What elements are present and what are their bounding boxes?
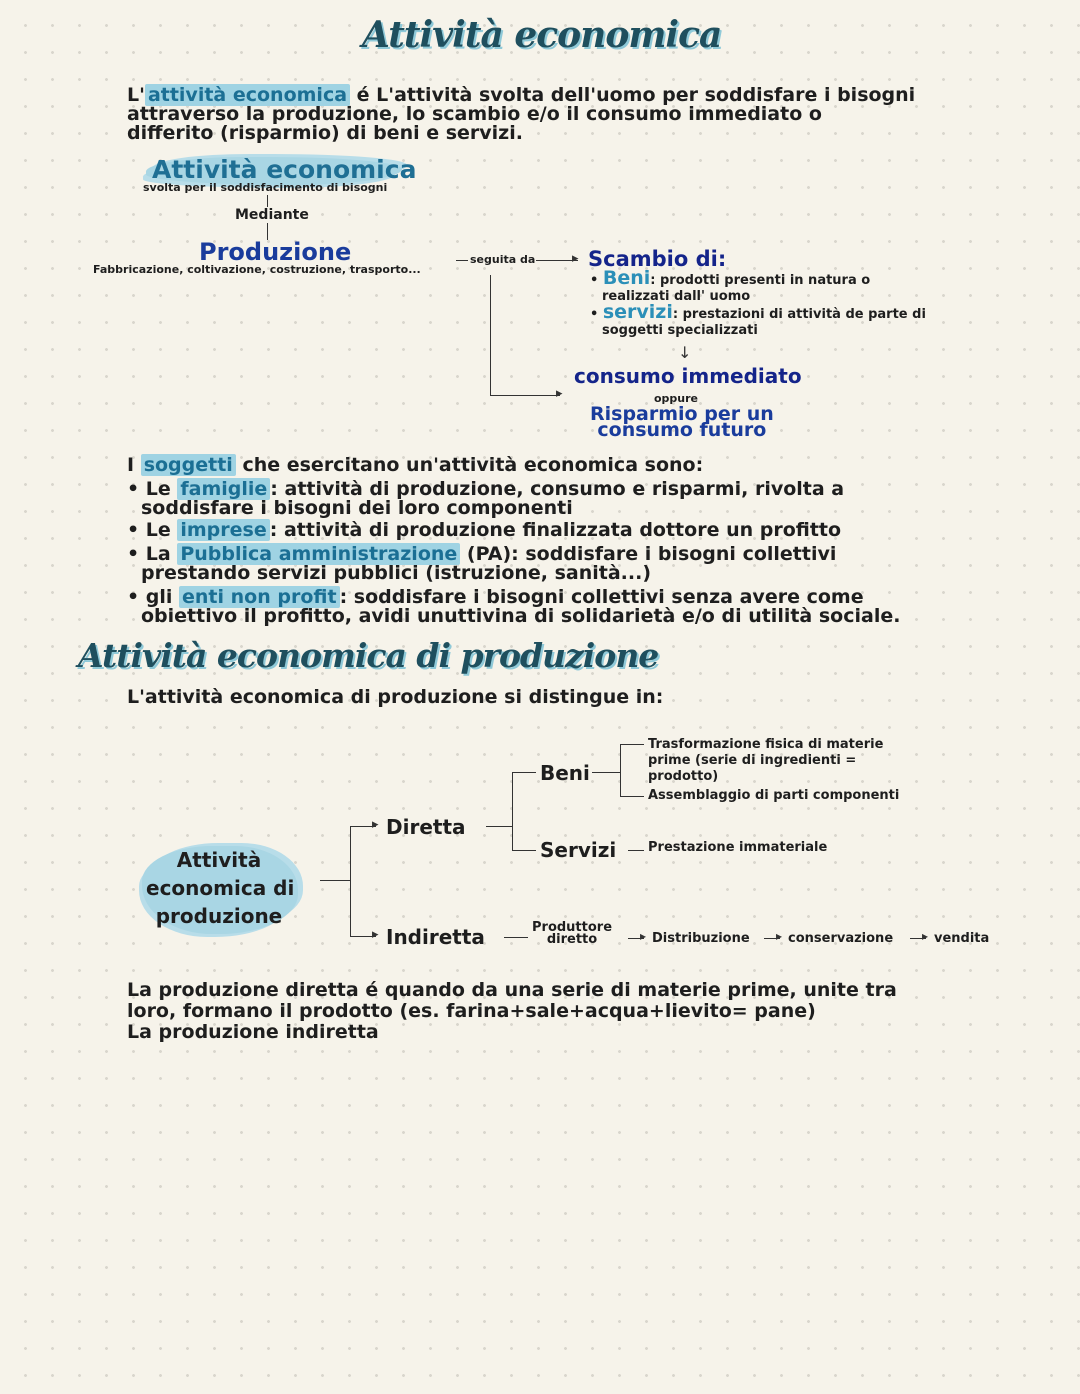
arrow-right-icon-2: ▸ xyxy=(556,386,563,401)
produttore-line-1: Produttore xyxy=(532,920,613,935)
diretta-branch-bottom xyxy=(512,850,536,851)
item-highlight: imprese xyxy=(177,519,269,541)
item-pre: La xyxy=(145,543,178,565)
soggetti-text-1: I xyxy=(127,454,141,476)
item-text: (PA): soddisfare i bisogni collettivi xyxy=(460,543,837,565)
risparmio-line-2: consumo futuro xyxy=(597,419,767,441)
root2-line-2: economica di xyxy=(146,876,295,900)
item-pre: gli xyxy=(145,586,180,608)
beni-branch-top xyxy=(620,744,644,745)
root2-node xyxy=(146,846,295,930)
item-pre: Le xyxy=(145,478,178,500)
produttore-diretto xyxy=(532,922,612,946)
root2-connector xyxy=(320,880,350,881)
intro-text-1: L' xyxy=(127,84,145,106)
indiretta-connector xyxy=(504,937,528,938)
page-title: Attività economica xyxy=(362,14,722,56)
soggetti-item-pa: • La Pubblica amministrazione (PA): soddisfare i bisogni collettivi prestando servizi pubblici (istruzione, sanità...) xyxy=(127,543,837,584)
beni-branch-v xyxy=(620,744,621,796)
diretta-connector xyxy=(486,826,512,827)
vendita-node: vendita xyxy=(934,931,990,946)
prod-intro: L'attività economica di produzione si distingue in: xyxy=(127,686,664,708)
distribuzione-node: Distribuzione xyxy=(652,931,750,946)
item-pre: Le xyxy=(145,519,178,541)
servizi-text: : prestazioni di attività de parte di xyxy=(672,307,926,322)
beni-label: Beni xyxy=(602,267,651,289)
item-highlight: enti non profit xyxy=(179,586,340,608)
indiretta-node: Indiretta xyxy=(386,925,485,949)
diretta-node: Diretta xyxy=(386,815,466,839)
arrow-down-icon: ↓ xyxy=(678,343,692,362)
beni-detail-a2: prime (serie di ingredienti = xyxy=(648,753,857,768)
diagram-root: Attività economica xyxy=(152,155,417,184)
item-text: : soddisfare i bisogni collettivi senza avere come xyxy=(339,586,864,608)
beni-text-2: realizzati dall' uomo xyxy=(602,289,751,304)
seguita-line-left xyxy=(456,260,468,261)
soggetti-item-famiglie: • Le famiglie : attività di produzione, consumo e risparmi, rivolta a soddisfare i bisogni dei loro componenti xyxy=(127,478,845,519)
produttore-line-2: diretto xyxy=(546,932,598,947)
beni-connector xyxy=(592,772,620,773)
beni-item: • Beni: prodotti presenti in natura o realizzati dall' uomo xyxy=(590,267,871,304)
produzione-node: Produzione xyxy=(199,238,352,266)
seguita-label: seguita da xyxy=(470,253,536,266)
produzione-sub: Fabbricazione, coltivazione, costruzione, trasporto... xyxy=(93,263,421,276)
final-line-3: La produzione indiretta xyxy=(127,1021,379,1043)
item-text-2: prestando servizi pubblici (istruzione, sanità...) xyxy=(141,562,652,584)
intro-highlight: attività economica xyxy=(145,84,350,106)
soggetti-highlight: soggetti xyxy=(141,454,236,476)
servizi-label: servizi xyxy=(602,301,673,323)
beni-text: : prodotti presenti in natura o xyxy=(650,273,871,288)
branch-vertical xyxy=(490,275,491,395)
item-text-2: soddisfare i bisogni dei loro componenti xyxy=(141,497,573,519)
scambio-heading: Scambio di: xyxy=(588,247,727,271)
servizi-text-2: soggetti specializzati xyxy=(602,323,758,338)
diretta-branch-top xyxy=(512,772,536,773)
final-line-1: La produzione diretta é quando da una serie di materie prime, unite tra xyxy=(127,979,897,1001)
beni-branch-bottom xyxy=(620,796,644,797)
diretta-branch-v xyxy=(512,772,513,850)
arrow-right-icon-7: ▸ xyxy=(922,929,929,943)
arrow-right-icon-6: ▸ xyxy=(776,929,783,943)
item-text: : attività di produzione, consumo e risparmi, rivolta a xyxy=(270,478,845,500)
servizi-node: Servizi xyxy=(540,838,617,862)
oppure-label: oppure xyxy=(654,392,699,405)
conservazione-node: conservazione xyxy=(788,931,894,946)
arrow-right-icon: ▸ xyxy=(572,251,579,266)
beni-detail-a1: Trasformazione fisica di materie xyxy=(648,737,884,752)
final-line-2: loro, formano il prodotto (es. farina+sale+acqua+lievito= pane) xyxy=(127,1000,816,1022)
intro-line-2: attraverso la produzione, lo scambio e/o il consumo immediato o xyxy=(127,103,822,125)
item-text: : attività di produzione finalizzata dottore un profitto xyxy=(269,519,842,541)
soggetti-intro xyxy=(127,456,703,475)
intro-paragraph xyxy=(127,86,915,143)
arrow-right-icon-4: ▸ xyxy=(372,927,379,942)
section-title: Attività economica di produzione xyxy=(78,636,659,675)
servizi-detail: Prestazione immateriale xyxy=(648,840,828,855)
arrow-right-icon-5: ▸ xyxy=(640,929,647,943)
servizi-connector xyxy=(628,850,644,851)
beni-detail-a3: prodotto) xyxy=(648,769,719,784)
item-highlight: famiglie xyxy=(177,478,270,500)
diagram-root-sub: svolta per il soddisfacimento di bisogni xyxy=(143,181,388,194)
consumo-node: consumo immediato xyxy=(574,364,802,388)
risparmio-node xyxy=(590,403,774,441)
risparmio-line-1: Risparmio per un xyxy=(590,403,774,425)
arrow-right-icon-3: ▸ xyxy=(372,817,379,832)
beni-detail-b: Assemblaggio di parti componenti xyxy=(648,788,900,803)
root2-line-1: Attività xyxy=(176,848,262,872)
intro-line-3: differito (risparmio) di beni e servizi. xyxy=(127,122,523,144)
root2-line-3: produzione xyxy=(155,904,283,928)
beni-node: Beni xyxy=(540,761,590,785)
item-highlight: Pubblica amministrazione xyxy=(177,543,460,565)
item-text-2: obiettivo il profitto, avidi unuttivina di solidarietà e/o di utilità sociale. xyxy=(141,605,901,627)
soggetti-item-enti: • gli enti non profit : soddisfare i bisogni collettivi senza avere come obiettivo il profitto, avidi unuttivina di solidarietà e/o di utilità sociale. xyxy=(127,586,901,627)
branch-horizontal xyxy=(490,395,560,396)
intro-text-2: é L'attività svolta dell'uomo per soddisfare i bisogni xyxy=(350,84,916,106)
servizi-item: • servizi: prestazioni di attività de parte di soggetti specializzati xyxy=(590,301,926,338)
mediante-label: Mediante xyxy=(235,207,309,223)
beni-detail-a xyxy=(648,737,883,785)
soggetti-text-2: che esercitano un'attività economica sono: xyxy=(235,454,704,476)
root2-branch-v xyxy=(350,826,351,936)
final-paragraph xyxy=(127,980,897,1043)
soggetti-item-imprese: • Le imprese : attività di produzione finalizzata dottore un profitto xyxy=(127,519,842,541)
